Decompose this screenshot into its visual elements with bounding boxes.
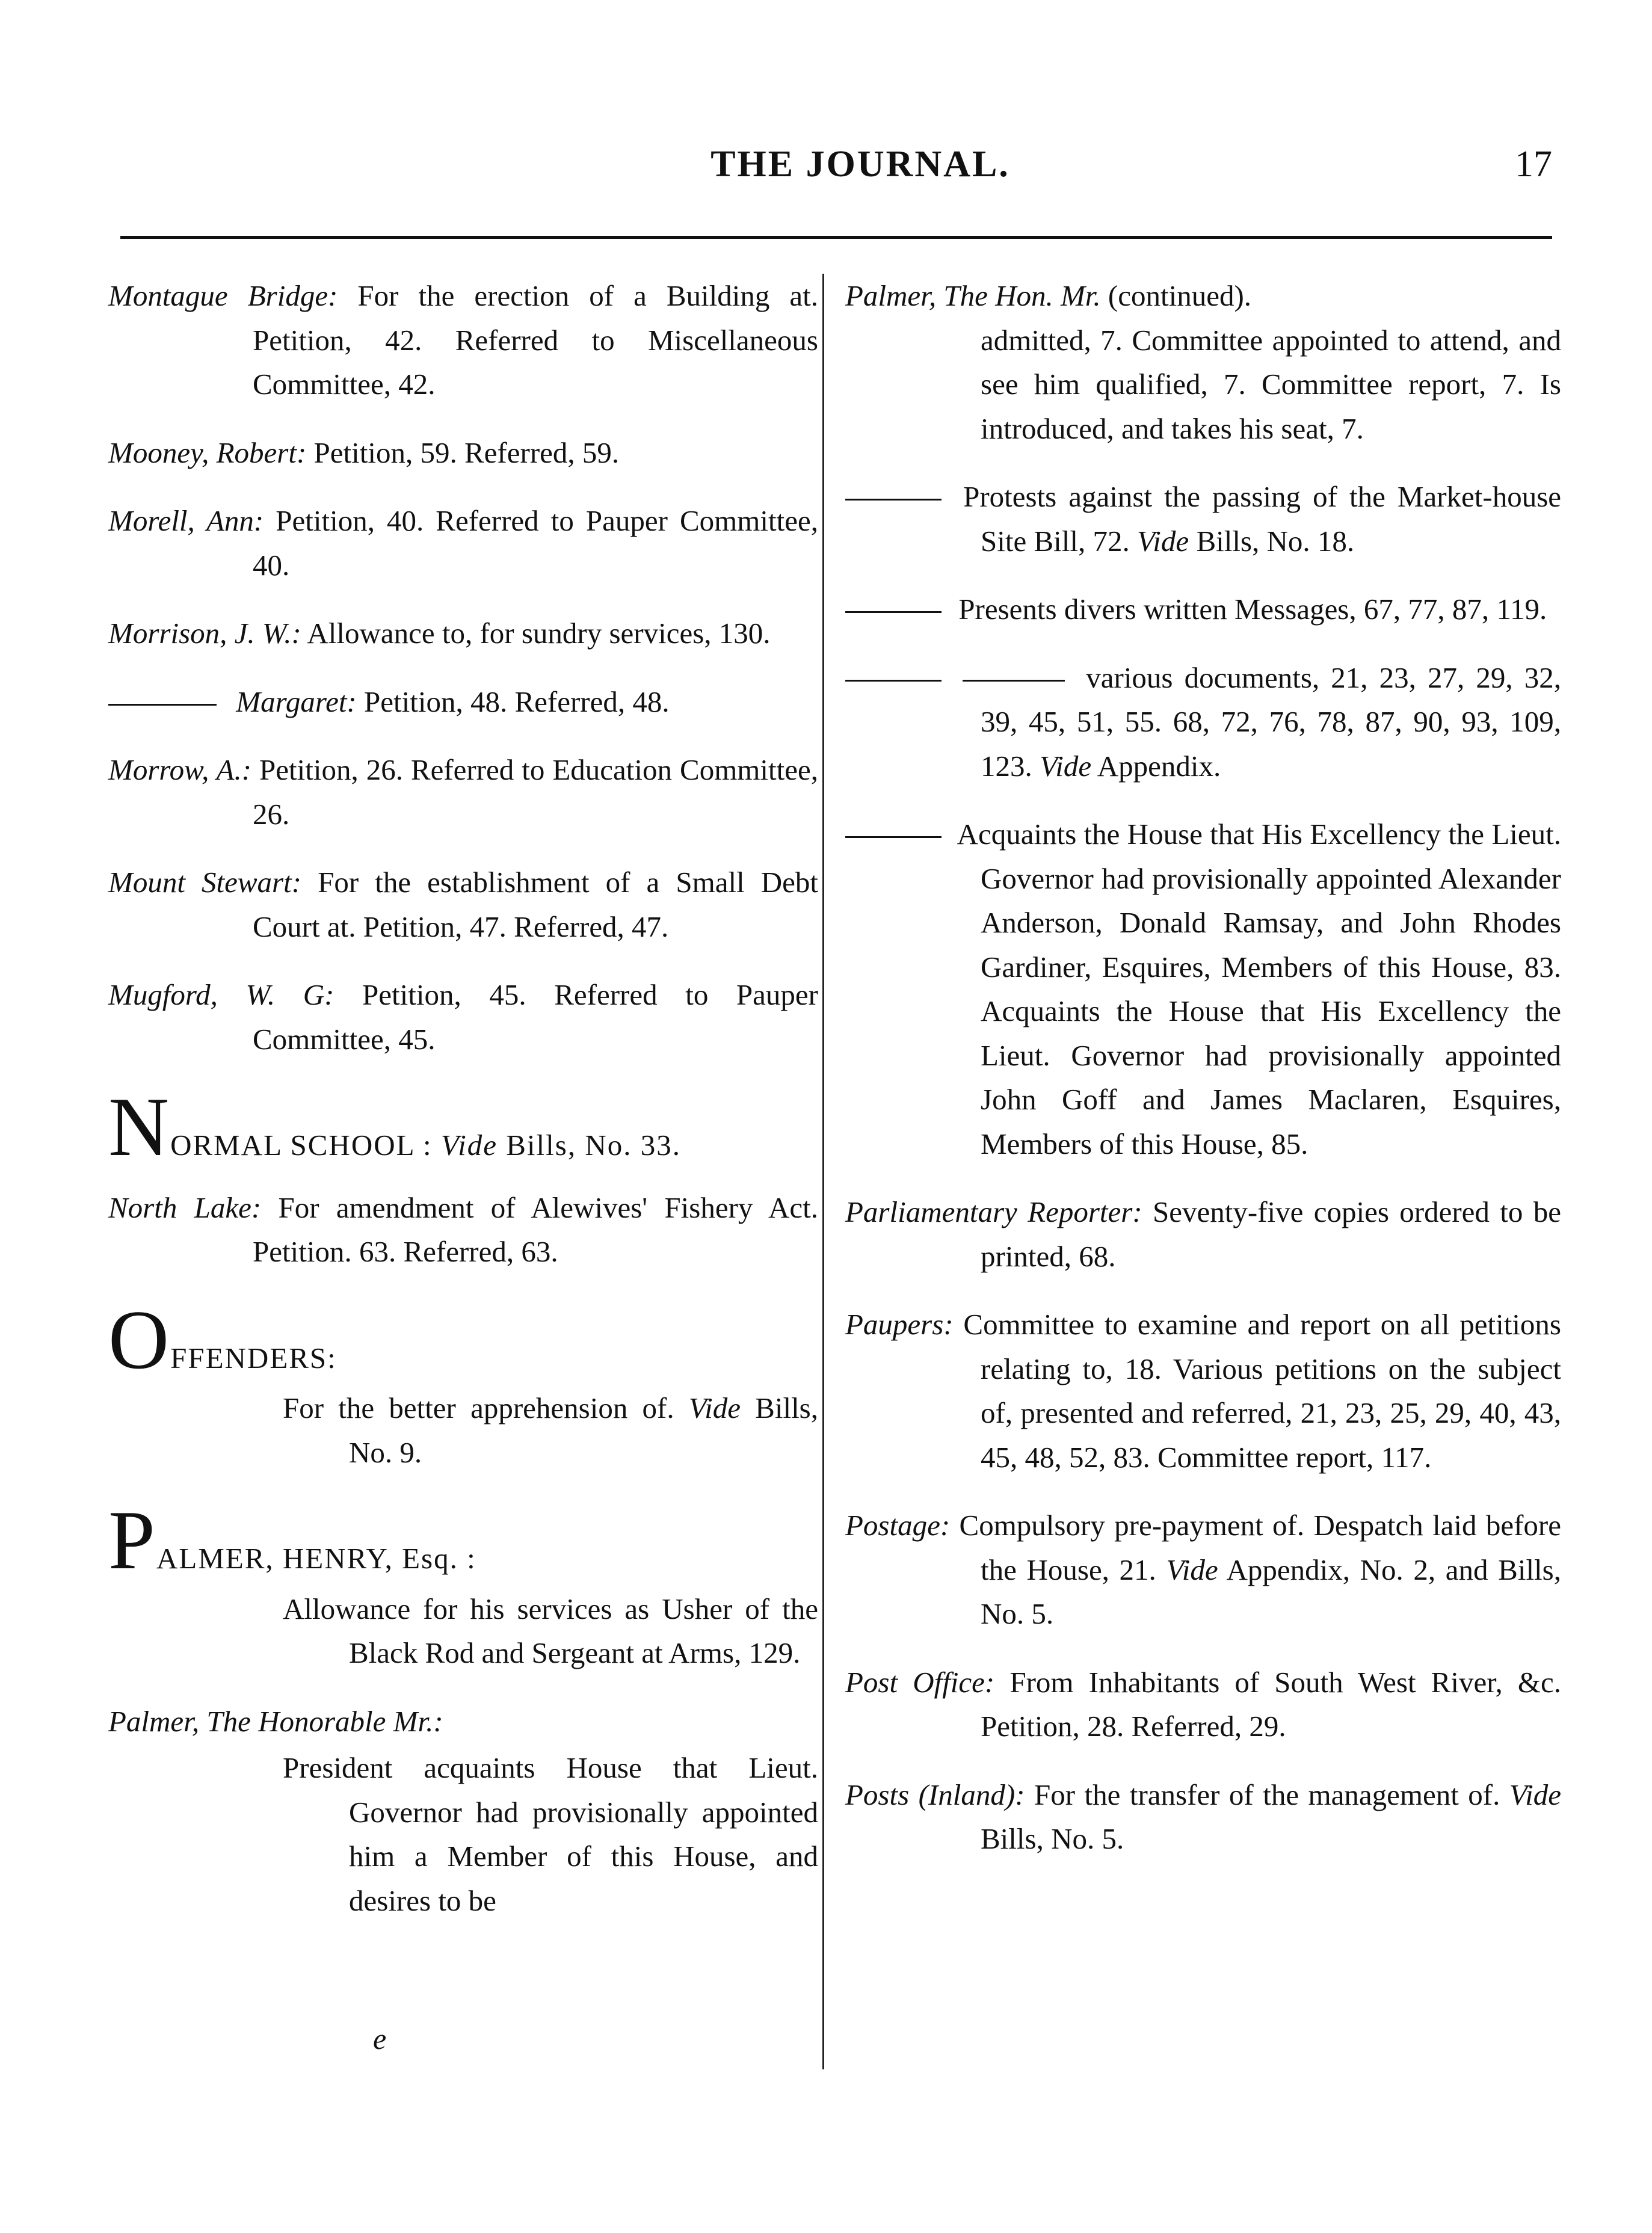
drop-initial: N	[108, 1080, 171, 1174]
entry-text: Allowance to, for sundry services, 130.	[307, 617, 771, 650]
index-subentry	[845, 812, 1561, 1166]
drop-initial: P	[108, 1494, 156, 1587]
entry-text: various documents, 21, 23, 27, 29, 32, 39, 45, 51, 55. 68, 72, 76, 78, 87, 90, 93, 109, 123.	[981, 661, 1562, 783]
entry-text-block	[108, 1746, 818, 1923]
vide-word: Vide	[1509, 1778, 1562, 1811]
entry-text: Allowance for his services as Usher of the Black Rod and Sergeant at Arms, 129.	[283, 1592, 818, 1669]
index-subentry	[108, 680, 818, 724]
entry-text: Petition, 40. Referred to Pauper Committee, 40.	[253, 504, 818, 582]
vide-word: Vide	[1166, 1553, 1218, 1586]
drop-initial: O	[108, 1293, 171, 1387]
entry-text: Bills, No. 9.	[349, 1391, 818, 1469]
header-rule	[120, 236, 1552, 239]
section-heading-text: FFENDERS:	[170, 1341, 337, 1375]
entry-heading: Mooney, Robert:	[108, 436, 307, 469]
signature-mark: e	[373, 2022, 387, 2056]
ditto-dash	[108, 704, 217, 706]
index-entry	[108, 1186, 818, 1274]
vide-word: Vide	[1137, 524, 1189, 558]
index-entry	[845, 1773, 1561, 1861]
index-entry	[108, 1386, 818, 1474]
index-entry	[845, 1302, 1561, 1479]
page-number: 17	[1515, 144, 1552, 185]
entry-heading: Palmer, The Honorable Mr.:	[108, 1704, 443, 1738]
entry-text: Compulsory pre-payment of. Despatch laid before the House, 21.	[959, 1509, 1561, 1586]
entry-text: For the transfer of the management of.	[1034, 1778, 1500, 1811]
entry-text: Petition, 45. Referred to Pauper Committee, 45.	[253, 978, 818, 1056]
entry-text: For the better apprehension of.	[283, 1391, 674, 1424]
section-heading-text: ALMER, HENRY, Esq. :	[156, 1542, 476, 1575]
entry-text: For amendment of Alewives' Fishery Act. Petition. 63. Referred, 63.	[253, 1190, 819, 1268]
entry-text: Petition, 59. Referred, 59.	[313, 436, 620, 469]
entry-text: From Inhabitants of South West River, &c. Petition, 28. Referred, 29.	[981, 1665, 1561, 1743]
entry-heading: Parliamentary Reporter:	[845, 1195, 1142, 1228]
continued-note: (continued).	[1108, 279, 1252, 312]
index-subentry	[845, 587, 1561, 632]
index-entry	[108, 973, 818, 1061]
section-heading-n	[108, 1080, 818, 1174]
entry-text: Petition, 26. Referred to Education Committee, 26.	[253, 753, 819, 831]
entry-heading: Morell, Ann:	[108, 504, 264, 537]
vide-word: Vide	[688, 1391, 741, 1424]
ditto-dash	[845, 611, 942, 613]
entry-heading: Montague Bridge:	[108, 279, 338, 312]
index-entry	[108, 611, 818, 656]
index-entry	[108, 1699, 818, 1744]
vide-word: Vide	[1040, 749, 1092, 783]
index-entry	[108, 860, 818, 949]
entry-text: Bills, No. 5.	[981, 1822, 1124, 1855]
entry-heading: Posts (Inland):	[845, 1778, 1025, 1811]
column-divider	[822, 274, 824, 2069]
entry-heading: Mugford, W. G:	[108, 978, 334, 1011]
entry-heading: Mount Stewart:	[108, 866, 302, 899]
entry-text: admitted, 7. Committee appointed to attend, and see him qualified, 7. Committee report, 7. Is introduced, and takes his seat, 7.	[981, 323, 1561, 445]
left-column	[108, 274, 818, 1947]
entry-text: For the erection of a Building at. Petition, 42. Referred to Miscellaneous Committee, 42.	[253, 279, 818, 401]
entry-text: For the establishment of a Small Debt Court at. Petition, 47. Referred, 47.	[253, 866, 818, 943]
ditto-dash	[845, 499, 942, 500]
entry-heading: North Lake:	[108, 1190, 262, 1224]
index-entry	[845, 274, 1561, 318]
entry-text-block	[845, 318, 1561, 451]
index-entry	[845, 1503, 1561, 1636]
entry-heading: Morrow, A.:	[108, 753, 252, 786]
entry-text: Petition, 48. Referred, 48.	[364, 685, 670, 718]
entry-text: Seventy-five copies ordered to be printed, 68.	[981, 1195, 1561, 1273]
entry-heading: Postage:	[845, 1509, 951, 1542]
entry-text: Acquaints the House that His Excellency the Lieut. Governor had provisionally appointed Alexander Anderson, Donald Ramsay, and John Rhodes Gardiner, Esquires, Members of this House, 83. Acquaints the House that His Excellency the Lieut. Governor had provisionally appointed John Goff and James Maclaren, Esquires, Members of this House, 85.	[957, 818, 1561, 1160]
section-heading-p	[108, 1494, 818, 1587]
index-entry	[845, 1660, 1561, 1749]
entry-heading: Palmer, The Hon. Mr.	[845, 279, 1101, 312]
index-entry	[845, 1190, 1561, 1278]
entry-text: Presents divers written Messages, 67, 77, 87, 119.	[958, 593, 1547, 626]
entry-text: Bills, No. 18.	[1196, 524, 1355, 558]
vide-word: Vide	[440, 1129, 498, 1162]
index-entry	[108, 1587, 818, 1675]
section-heading-o	[108, 1293, 818, 1387]
entry-text: Bills, No. 33.	[506, 1129, 681, 1162]
index-entry	[108, 499, 818, 587]
ditto-dash	[963, 680, 1065, 682]
entry-text: President acquaints House that Lieut. Governor had provisionally appointed him a Member of this House, and desires to be	[283, 1751, 818, 1917]
right-column	[845, 274, 1561, 1885]
index-subentry	[845, 656, 1561, 789]
entry-text: Protests against the passing of the Market-house Site Bill, 72.	[963, 480, 1562, 558]
page-header	[108, 143, 1552, 197]
entry-text: Committee to examine and report on all petitions relating to, 18. Various petitions on the subject of, presented and referred, 21, 23, 25, 29, 40, 43, 45, 48, 52, 83. Committee report, 117.	[963, 1308, 1561, 1474]
entry-text: Appendix, No. 2, and Bills, No. 5.	[981, 1553, 1561, 1630]
entry-heading: Post Office:	[845, 1665, 995, 1699]
index-entry	[108, 748, 818, 836]
index-entry	[108, 431, 818, 475]
index-subentry	[845, 475, 1561, 563]
entry-heading: Margaret:	[236, 685, 357, 718]
entry-heading: Paupers:	[845, 1308, 954, 1341]
running-title: THE JOURNAL.	[710, 144, 1010, 185]
ditto-dash	[845, 680, 942, 682]
entry-text: Appendix.	[1097, 749, 1221, 783]
section-heading-text: ORMAL SCHOOL :	[170, 1129, 433, 1162]
entry-heading: Morrison, J. W.:	[108, 617, 301, 650]
index-entry	[108, 274, 818, 407]
ditto-dash	[845, 836, 942, 838]
